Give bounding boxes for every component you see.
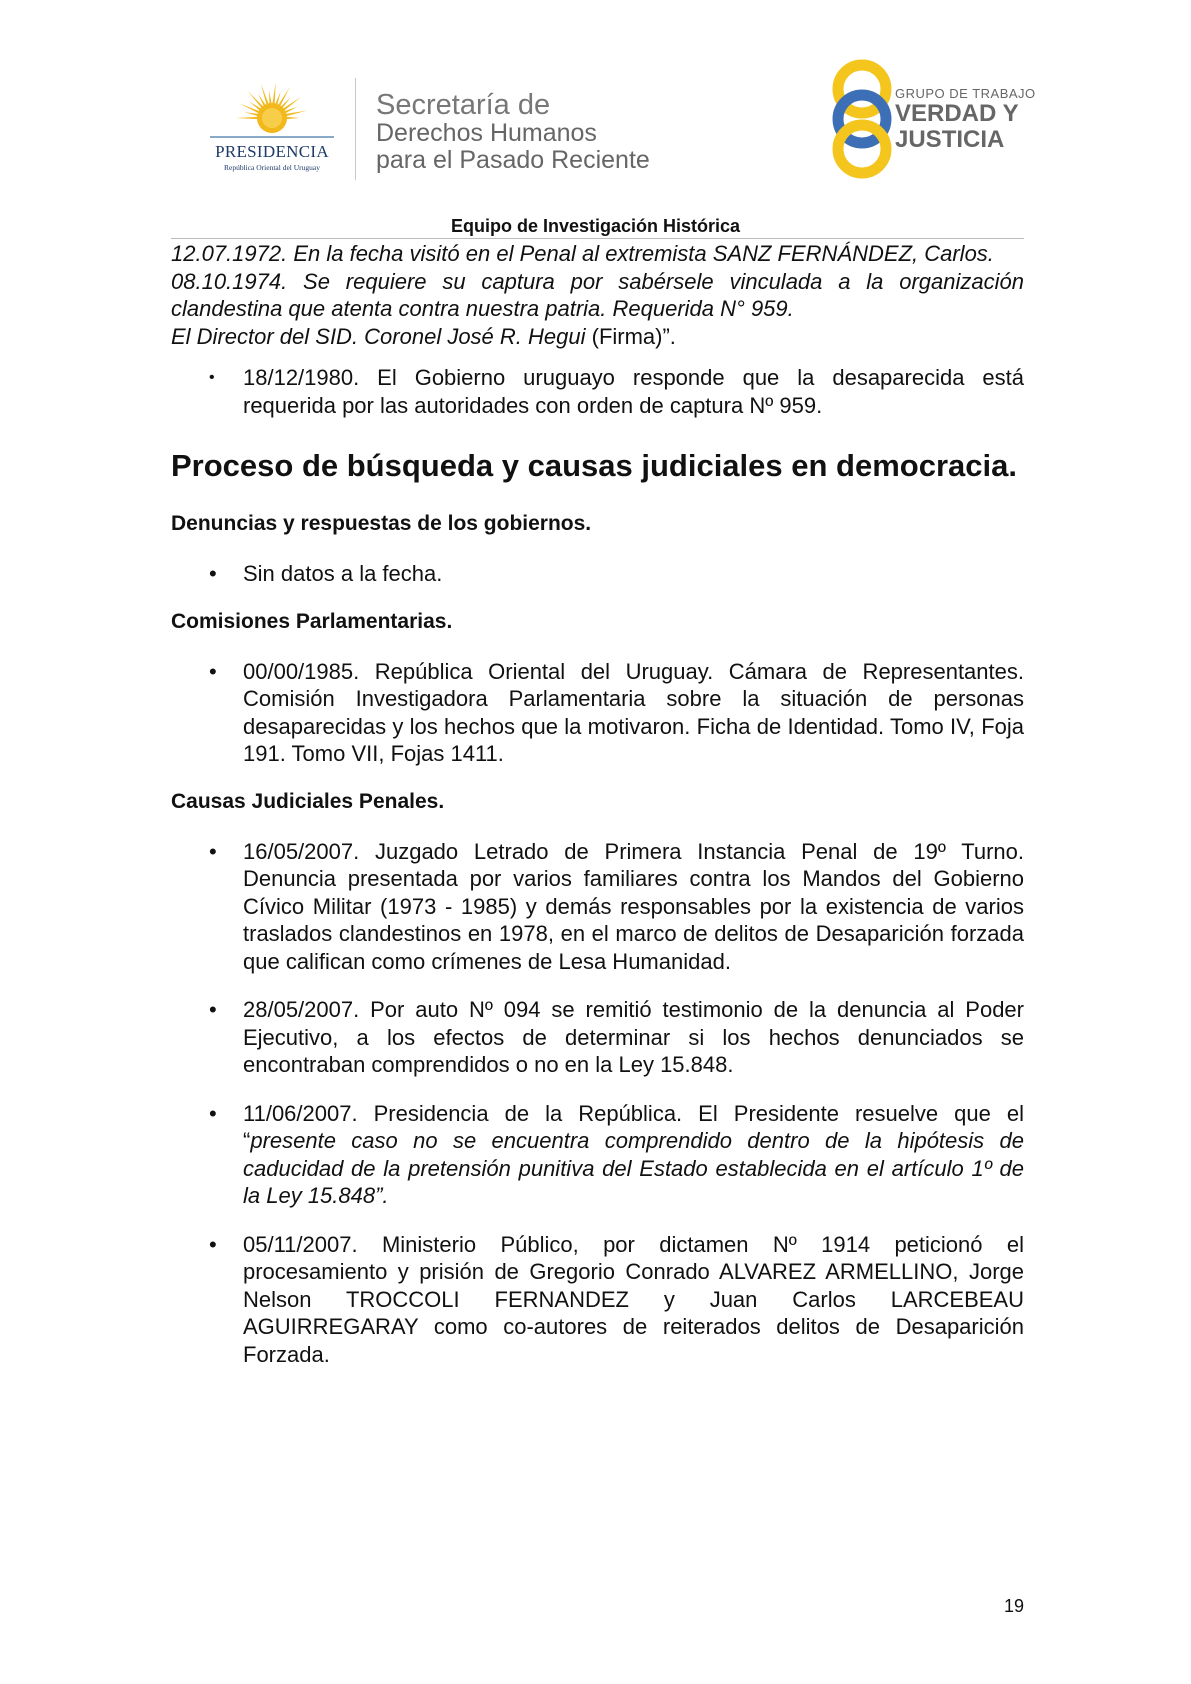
header-rule	[171, 238, 1024, 239]
heading-comisiones: Comisiones Parlamentarias.	[171, 609, 453, 633]
list-item	[171, 560, 1024, 588]
intro-line-3-plain: (Firma)”.	[585, 323, 676, 349]
sun-ray	[245, 112, 259, 116]
list-item-quote: presente caso no se encuentra comprendido dentro de la hipótesis de caducidad de la pretensión punitiva del Estado establecida en el artículo 1º de la Ley 15.848”.	[243, 1128, 1024, 1208]
bullet-icon: •	[209, 369, 215, 386]
secretaria-logo-text	[376, 90, 650, 174]
gtvj-line-1: VERDAD Y	[895, 100, 1019, 127]
sun-ray	[272, 82, 275, 104]
comisiones-list	[171, 658, 1024, 768]
bullet-icon: •	[209, 1231, 217, 1257]
sun-ray	[278, 87, 290, 107]
header-divider	[355, 78, 356, 180]
heading-causas: Causas Judiciales Penales.	[171, 789, 445, 813]
bullet-icon: •	[209, 1100, 217, 1126]
list-item-text: 28/05/2007. Por auto Nº 094 se remitió testimonio de la denuncia al Poder Ejecutivo, a los efectos de determinar si los hechos denunciados se encontraban comprendidos o no en la Ley 15.848.	[243, 997, 1024, 1077]
sun-ray	[239, 103, 260, 113]
gtvj-small-label: GRUPO DE TRABAJO	[895, 86, 1036, 101]
section-title: Proceso de búsqueda y causas judiciales en democracia.	[171, 448, 1017, 483]
list-item-text: 05/11/2007. Ministerio Público, por dictamen Nº 1914 peticionó el procesamiento y prisión de Gregorio Conrado ALVAREZ ARMELLINO, Jorge Nelson TROCCOLI FERNANDEZ y Juan Carlos LARCEBEAU AGUIRREGARAY como co-autores de reiterados delitos de Desaparición Forzada.	[243, 1231, 1024, 1367]
sun-ray	[281, 97, 291, 108]
page-header	[0, 0, 1191, 210]
sun-ray	[236, 117, 258, 119]
list-item-text: 11/06/2007. Presidencia de la República. El Presidente resuelve que el “	[243, 1100, 1024, 1153]
list-item	[171, 658, 1024, 768]
team-title: Equipo de Investigación Histórica	[450, 216, 741, 236]
intro-line-1: 12.07.1972. En la fecha visitó en el Penal al extremista SANZ FERNÁNDEZ, Carlos.	[171, 241, 994, 266]
list-item-text: 18/12/1980. El Gobierno uruguayo responde que la desaparecida está requerida por las autoridades con orden de captura Nº 959.	[243, 365, 1024, 418]
bullet-icon: •	[209, 838, 217, 864]
verdad-justicia-text	[895, 86, 1036, 153]
intro-line-2: 08.10.1974. Se requiere su captura por sabérsele vinculada a la organización clandestina que atenta contra nuestra patria. Requerida N° 959.	[171, 268, 1024, 321]
sun-ray	[269, 90, 272, 104]
heading-denuncias: Denuncias y respuestas de los gobiernos.	[171, 512, 592, 535]
intro-line-3	[171, 323, 1024, 351]
secretaria-line-1: Secretaría de	[376, 89, 551, 121]
bullet-icon: •	[209, 658, 217, 684]
page-number: 19	[1004, 1596, 1025, 1616]
presidencia-name: PRESIDENCIA	[215, 142, 329, 161]
presidencia-subtitle: República Oriental del Uruguay	[223, 163, 320, 172]
denuncias-list	[171, 560, 1024, 588]
secretaria-line-2: Derechos Humanos	[376, 119, 597, 147]
bullet-icon: •	[209, 561, 217, 586]
list-item	[171, 364, 1024, 419]
sun-ray	[286, 117, 300, 119]
list-item-text: Sin datos a la fecha.	[243, 561, 443, 586]
secretaria-line-3: para el Pasado Reciente	[376, 146, 650, 174]
causas-list	[171, 838, 1024, 1369]
list-item-text: 00/00/1985. República Oriental del Uruguay. Cámara de Representantes. Comisión Investigadora Parlamentaria sobre la situación de personas desaparecidas y los hechos que la motivaron. Ficha de Identidad. Tomo IV, Foja 191. Tomo VII, Fojas 1411.	[243, 658, 1024, 766]
list-item	[171, 838, 1024, 976]
intro-line-3-italic: El Director del SID. Coronel José R. Hegui	[171, 323, 586, 349]
intro-bullet-list	[171, 364, 1024, 419]
page-content	[171, 240, 1024, 1368]
list-item	[171, 996, 1024, 1079]
bullet-icon: •	[209, 997, 217, 1022]
list-item	[171, 1231, 1024, 1369]
gtvj-line-2: JUSTICIA	[895, 126, 1005, 153]
list-item	[171, 1100, 1024, 1210]
list-item-text: 16/05/2007. Juzgado Letrado de Primera Instancia Penal de 19º Turno. Denuncia presentada por varios familiares contra los Mandos del Gobierno Cívico Militar (1973 - 1985) y demás responsables por la existencia de varios traslados clandestinos en 1978, en el marco de delitos de Desaparición forzada que califican como crímenes de Lesa Humanidad.	[243, 838, 1024, 974]
